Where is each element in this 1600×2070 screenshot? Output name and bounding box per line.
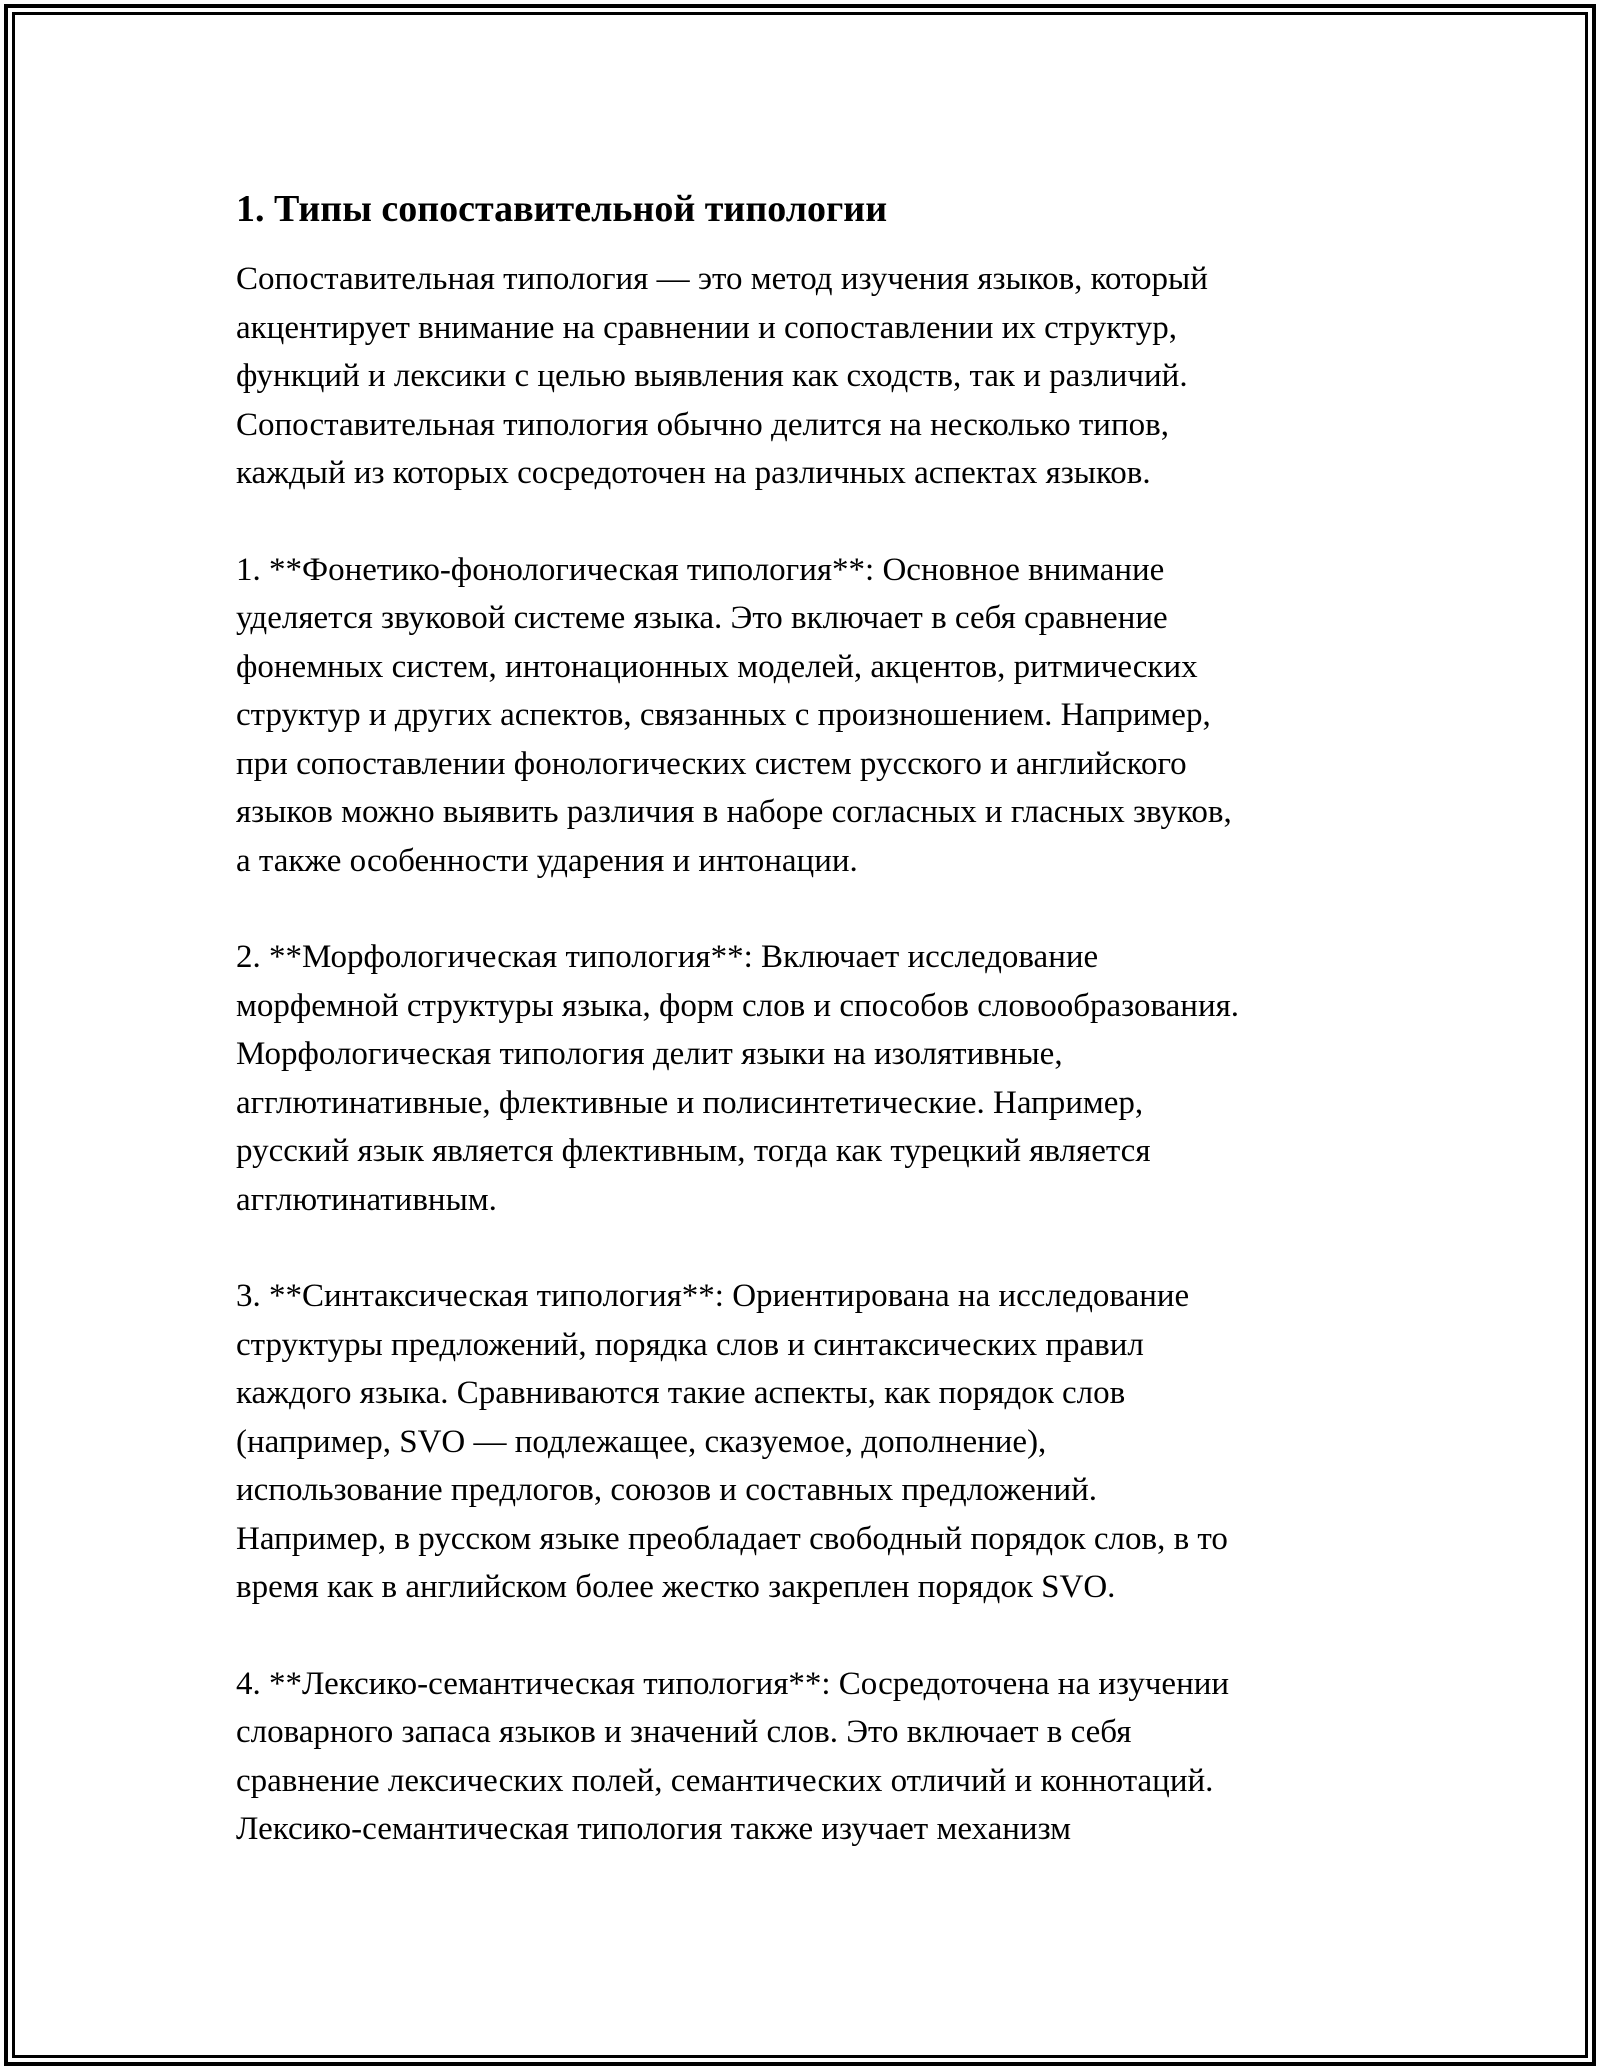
text-line: при сопоставлении фонологических систем русского и английского (236, 745, 1187, 782)
text-line: Сопоставительная типология обычно делится на несколько типов, (236, 406, 1169, 443)
text-line: сравнение лексических полей, семантических отличий и коннотаций. (236, 1762, 1214, 1799)
text-line: языков можно выявить различия в наборе согласных и гласных звуков, (236, 794, 1232, 830)
morphological-typology-paragraph (236, 933, 1376, 1224)
text-line: 2. **Морфологическая типология**: Включает исследование (236, 939, 1099, 975)
phonetic-typology-paragraph (236, 546, 1376, 886)
text-line: фонемных систем, интонационных моделей, акцентов, ритмических (236, 648, 1198, 685)
text-line: структур и других аспектов, связанных с произношением. Например, (236, 697, 1211, 733)
text-line: уделяется звуковой системе языка. Это включает в себя сравнение (236, 600, 1168, 636)
text-line: функций и лексики с целью выявления как сходств, так и различий. (236, 358, 1188, 394)
text-line: Сопоставительная типология — это метод изучения языков, который (236, 261, 1208, 297)
text-line: а также особенности ударения и интонации. (236, 842, 858, 879)
text-line: 4. **Лексико-семантическая типология**: Сосредоточена на изучении (236, 1665, 1230, 1702)
text-line: русский язык является флективным, тогда как турецкий является (236, 1133, 1151, 1169)
text-line: агглютинативные, флективные и полисинтетические. Например, (236, 1084, 1144, 1121)
text-line: Например, в русском языке преобладает свободный порядок слов, в то (236, 1520, 1228, 1557)
intro-paragraph (236, 255, 1376, 498)
section-heading: 1. Типы сопоставительной типологии (236, 188, 888, 230)
text-line: Лексико-семантическая типология также изучает механизм (236, 1811, 1072, 1847)
text-line: морфемной структуры языка, форм слов и способов словообразования. (236, 987, 1240, 1024)
syntactic-typology-paragraph (236, 1272, 1376, 1612)
text-line: 1. **Фонетико-фонологическая типология**: Основное внимание (236, 551, 1165, 588)
text-line: 3. **Синтаксическая типология**: Ориентирована на исследование (236, 1278, 1190, 1314)
text-line: каждый из которых сосредоточен на различных аспектах языков. (236, 455, 1151, 491)
text-line: структуры предложений, порядка слов и синтаксических правил (236, 1326, 1144, 1363)
lexical-semantic-typology-paragraph (236, 1660, 1376, 1854)
text-line: использование предлогов, союзов и составных предложений. (236, 1472, 1098, 1508)
document-body (236, 185, 1376, 1902)
text-line: время как в английском более жестко закреплен порядок SVO. (236, 1569, 1116, 1605)
text-line: Морфологическая типология делит языки на изолятивные, (236, 1036, 1063, 1072)
text-line: агглютинативным. (236, 1181, 497, 1218)
text-line: каждого языка. Сравниваются такие аспекты, как порядок слов (236, 1375, 1126, 1411)
text-line: (например, SVO — подлежащее, сказуемое, дополнение), (236, 1423, 1047, 1460)
text-line: акцентирует внимание на сравнении и сопоставлении их структур, (236, 309, 1177, 346)
text-line: словарного запаса языков и значений слов. Это включает в себя (236, 1714, 1132, 1750)
